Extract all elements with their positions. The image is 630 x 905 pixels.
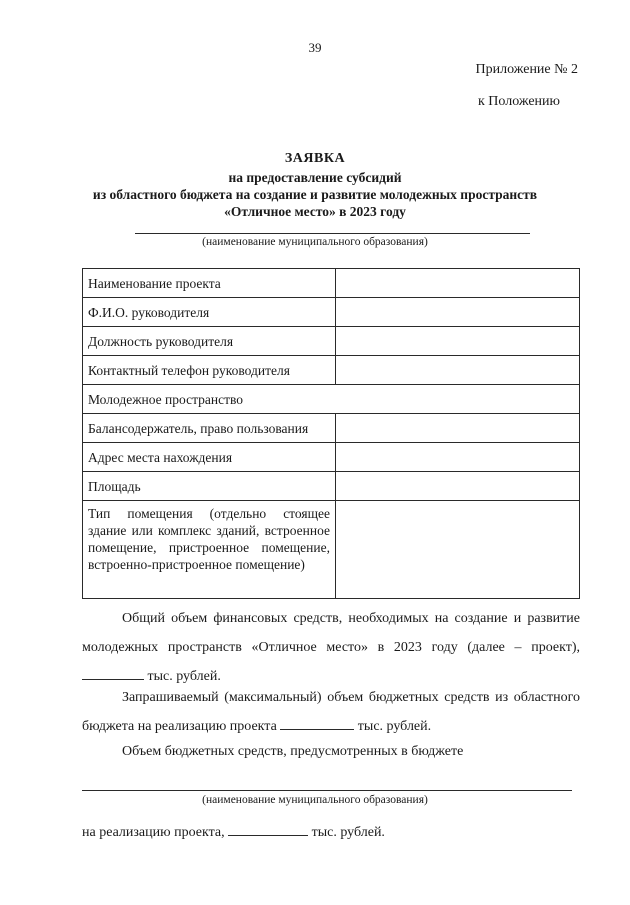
table-row [83,327,580,356]
application-table [82,268,580,599]
table-row [83,298,580,327]
table-cell-value[interactable] [336,269,580,298]
table-cell-label: Наименование проекта [83,269,336,298]
paragraph-project-funds-text: на реализацию проекта, [82,825,225,840]
table-row [83,414,580,443]
document-subtitle-line3: «Отличное место» в 2023 году [224,204,406,219]
table-row [83,443,580,472]
municipality-line-2 [82,790,572,791]
table-cell-label: Площадь [83,472,336,501]
document-subtitle-line1: на предоставление субсидий [228,170,402,185]
table-cell-label: Балансодержатель, право пользования [83,414,336,443]
table-row [83,269,580,298]
table-cell-label: Адрес места нахождения [83,443,336,472]
table-cell-label: Ф.И.О. руководителя [83,298,336,327]
table-cell-value[interactable] [336,327,580,356]
total-funds-unit: тыс. рублей. [147,669,221,684]
table-row [83,501,580,599]
table-row [83,472,580,501]
paragraph-total-funds-text: Общий объем финансовых средств, необходимых на создание и развитие молодежных пространств «Отличное место» в 2023 году (далее – проект), [82,611,580,655]
project-funds-unit: тыс. рублей. [311,825,385,840]
paragraph-project-funds [82,818,580,847]
total-funds-blank[interactable] [82,665,144,680]
requested-funds-blank[interactable] [280,715,354,730]
municipality-line [135,233,530,234]
paragraph-requested-funds-text: Запрашиваемый (максимальный) объем бюджетных средств из областного бюджета на реализацию проекта [82,690,580,734]
table-cell-value[interactable] [336,414,580,443]
table-cell-value[interactable] [336,472,580,501]
table-cell-value[interactable] [336,356,580,385]
document-subtitle-line2: из областного бюджета на создание и развитие молодежных пространств [92,187,538,202]
paragraph-budget-funds: Объем бюджетных средств, предусмотренных в бюджете [122,744,464,759]
table-cell-label: Контактный телефон руководителя [83,356,336,385]
table-section-header: Молодежное пространство [83,385,580,414]
appendix-label: Приложение № 2 [475,62,578,77]
regulation-label: к Положению [477,94,560,109]
paragraph-total-funds [82,604,580,691]
municipality-caption: (наименование муниципального образования) [202,236,428,248]
project-funds-blank[interactable] [228,821,308,836]
table-row-section [83,385,580,414]
table-cell-value[interactable] [336,443,580,472]
table-cell-value[interactable] [336,501,580,599]
table-row [83,356,580,385]
table-cell-label: Должность руководителя [83,327,336,356]
table-cell-label: Тип помещения (отдельно стоящее здание или комплекс зданий, встроенное помещение, пристроенное помещение, встроенно-пристроенное помещение) [83,501,336,599]
municipality-caption-2: (наименование муниципального образования) [202,794,428,806]
table-cell-value[interactable] [336,298,580,327]
page-number: 39 [308,40,322,55]
document-title: ЗАЯВКА [284,151,346,166]
requested-funds-unit: тыс. рублей. [357,719,432,734]
paragraph-requested-funds [82,683,580,741]
